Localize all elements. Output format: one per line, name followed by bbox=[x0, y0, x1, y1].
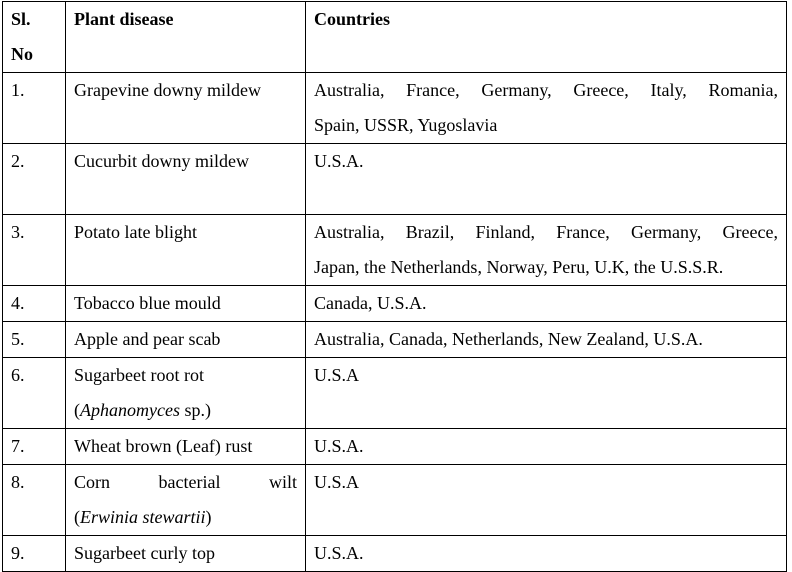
row-disease: Tobacco blue mould bbox=[66, 286, 306, 322]
table-row bbox=[3, 465, 787, 536]
row-sl: 8. bbox=[3, 465, 66, 536]
row-disease-paren-open: ( bbox=[74, 507, 80, 527]
row-sl: 9. bbox=[3, 536, 66, 572]
row-disease-species: Erwinia stewartii bbox=[80, 507, 206, 527]
header-sl-line1: Sl. bbox=[11, 9, 31, 29]
row-countries: U.S.A. bbox=[306, 144, 787, 215]
row-disease-line1: Sugarbeet root rot bbox=[74, 365, 204, 385]
row-disease: Cucurbit downy mildew bbox=[66, 144, 306, 215]
row-disease bbox=[66, 358, 306, 429]
row-disease-paren-close: sp.) bbox=[179, 400, 211, 420]
row-countries: U.S.A. bbox=[306, 429, 787, 465]
row-countries-line2: Spain, USSR, Yugoslavia bbox=[314, 115, 498, 135]
table-row bbox=[3, 322, 787, 358]
row-countries: U.S.A bbox=[306, 358, 787, 429]
table-row bbox=[3, 73, 787, 144]
row-countries: Canada, U.S.A. bbox=[306, 286, 787, 322]
row-countries-line1: Australia, France, Germany, Greece, Italy, Romania, bbox=[314, 80, 778, 100]
table-row bbox=[3, 215, 787, 286]
row-sl: 7. bbox=[3, 429, 66, 465]
table-row bbox=[3, 358, 787, 429]
header-countries: Countries bbox=[306, 2, 787, 73]
row-sl: 3. bbox=[3, 215, 66, 286]
table-row bbox=[3, 429, 787, 465]
row-disease-genus: Aphanomyces bbox=[80, 400, 180, 420]
row-sl: 2. bbox=[3, 144, 66, 215]
row-countries-line1: Australia, Brazil, Finland, France, Germany, Greece, bbox=[314, 222, 778, 242]
row-sl: 5. bbox=[3, 322, 66, 358]
row-countries: U.S.A. bbox=[306, 536, 787, 572]
row-countries: U.S.A bbox=[306, 465, 787, 536]
row-disease: Wheat brown (Leaf) rust bbox=[66, 429, 306, 465]
row-disease-line2 bbox=[74, 500, 297, 535]
row-disease: Apple and pear scab bbox=[66, 322, 306, 358]
header-row bbox=[3, 2, 787, 73]
row-disease-paren-close: ) bbox=[205, 507, 212, 527]
row-disease-line1: Corn bacterial wilt bbox=[74, 472, 297, 492]
row-disease: Potato late blight bbox=[66, 215, 306, 286]
table-row bbox=[3, 286, 787, 322]
header-plant-disease: Plant disease bbox=[66, 2, 306, 73]
row-disease bbox=[66, 465, 306, 536]
row-sl: 6. bbox=[3, 358, 66, 429]
row-countries-line2: Japan, the Netherlands, Norway, Peru, U.K, the U.S.S.R. bbox=[314, 257, 724, 277]
row-countries: Australia, Canada, Netherlands, New Zealand, U.S.A. bbox=[306, 322, 787, 358]
header-sl-line2: No bbox=[11, 44, 33, 64]
row-sl: 4. bbox=[3, 286, 66, 322]
plant-disease-table bbox=[2, 1, 787, 572]
row-countries bbox=[306, 73, 787, 144]
row-disease-paren-open: ( bbox=[74, 400, 80, 420]
row-disease: Sugarbeet curly top bbox=[66, 536, 306, 572]
row-disease: Grapevine downy mildew bbox=[66, 73, 306, 144]
header-sl-no bbox=[3, 2, 66, 73]
row-countries bbox=[306, 215, 787, 286]
table-row bbox=[3, 536, 787, 572]
table-row bbox=[3, 144, 787, 215]
row-sl: 1. bbox=[3, 73, 66, 144]
